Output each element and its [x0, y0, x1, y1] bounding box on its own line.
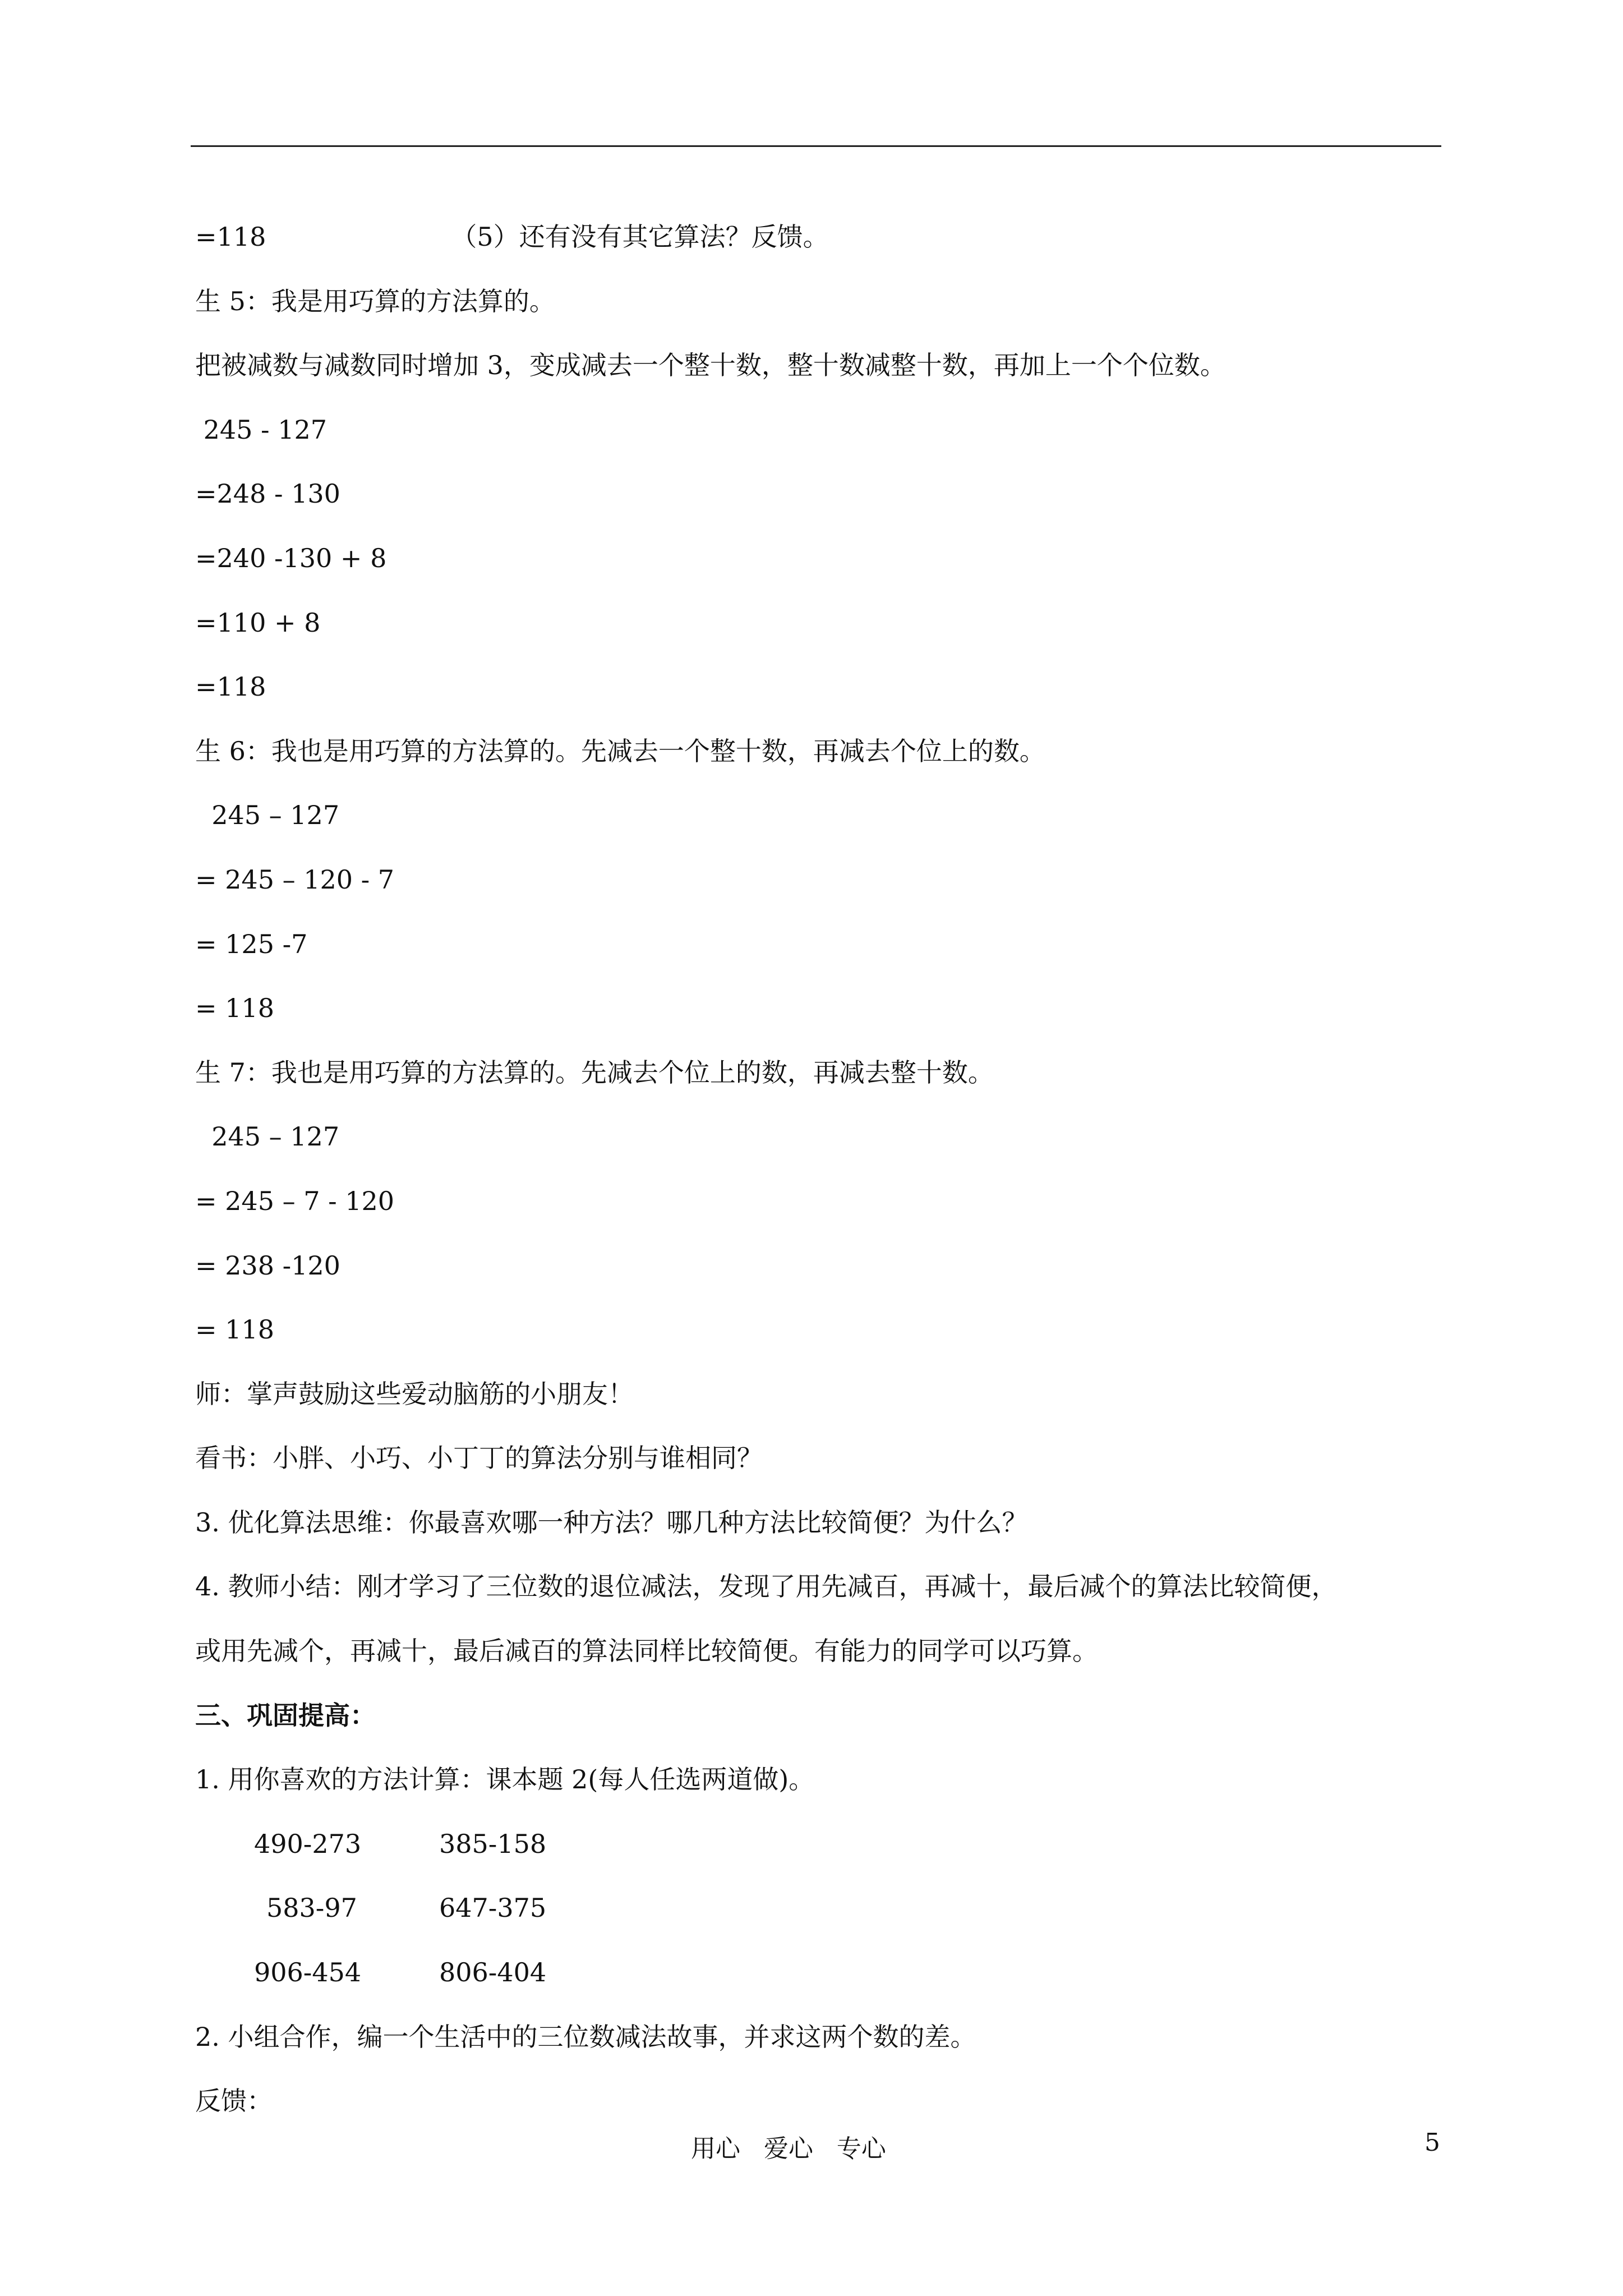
text-line: 师：掌声鼓励这些爱动脑筋的小朋友！ — [195, 1378, 634, 1409]
text-line — [195, 205, 1446, 269]
text-line: 生 6：我也是用巧算的方法算的。先减去一个整十数，再减去个位上的数。 — [195, 735, 1045, 766]
exercise-item: 647-375 — [439, 1893, 547, 1924]
page-number: 5 — [1424, 2128, 1440, 2157]
text-line: 3. 优化算法思维：你最喜欢哪一种方法？哪几种方法比较简便？为什么？ — [195, 1507, 1028, 1538]
exercise-item: 806-404 — [439, 1957, 547, 1988]
text-line: 或用先减个，再减十，最后减百的算法同样比较简便。有能力的同学可以巧算。 — [195, 1636, 1098, 1667]
question-text: （5）还有没有其它算法？反馈。 — [451, 222, 829, 252]
footer-motto: 用心 爱心 专心 — [691, 2134, 886, 2163]
equation-line: = 245 – 7 - 120 — [195, 1185, 395, 1216]
exercise-item: 906-454 — [254, 1957, 362, 1988]
text-line: 生 5：我是用巧算的方法算的。 — [195, 286, 555, 316]
header-rule — [191, 145, 1441, 147]
exercise-item: 385-158 — [439, 1828, 547, 1859]
text-line: 2. 小组合作，编一个生活中的三位数减法故事，并求这两个数的差。 — [195, 2021, 976, 2052]
section-heading: 三、巩固提高： — [195, 1700, 376, 1731]
exercise-row — [195, 1940, 1446, 2005]
equation-line: =118 — [195, 671, 266, 702]
exercise-row — [195, 1812, 1446, 1876]
page-content — [195, 205, 1446, 2133]
equation-line: = 245 – 120 - 7 — [195, 864, 395, 895]
exercise-row — [195, 1876, 1446, 1940]
equation-result: =118 — [195, 222, 266, 252]
equation-line: 245 - 127 — [195, 414, 328, 445]
text-line: 4. 教师小结：刚才学习了三位数的退位减法，发现了用先减百，再减十，最后减个的算法比较简便， — [195, 1571, 1338, 1602]
equation-line: = 125 -7 — [195, 928, 308, 959]
equation-line: = 118 — [195, 993, 274, 1024]
equation-line: = 118 — [195, 1314, 274, 1345]
exercise-item: 583-97 — [266, 1893, 357, 1924]
exercise-item: 490-273 — [254, 1828, 362, 1859]
equation-line: =240 -130 + 8 — [195, 542, 387, 573]
text-line: 1. 用你喜欢的方法计算：课本题 2(每人任选两道做)。 — [195, 1764, 815, 1795]
equation-line: = 238 -120 — [195, 1250, 340, 1281]
equation-line: =110 + 8 — [195, 607, 321, 638]
equation-line: 245 – 127 — [195, 800, 340, 831]
equation-line: =248 - 130 — [195, 478, 340, 509]
text-line: 看书：小胖、小巧、小丁丁的算法分别与谁相同？ — [195, 1443, 763, 1474]
text-line: 反馈： — [195, 2086, 273, 2116]
text-line: 把被减数与减数同时增加 3，变成减去一个整十数，整十数减整十数，再加上一个个位数。 — [195, 350, 1226, 381]
equation-line: 245 – 127 — [195, 1121, 340, 1152]
text-line: 生 7：我也是用巧算的方法算的。先减去个位上的数，再减去整十数。 — [195, 1057, 994, 1088]
